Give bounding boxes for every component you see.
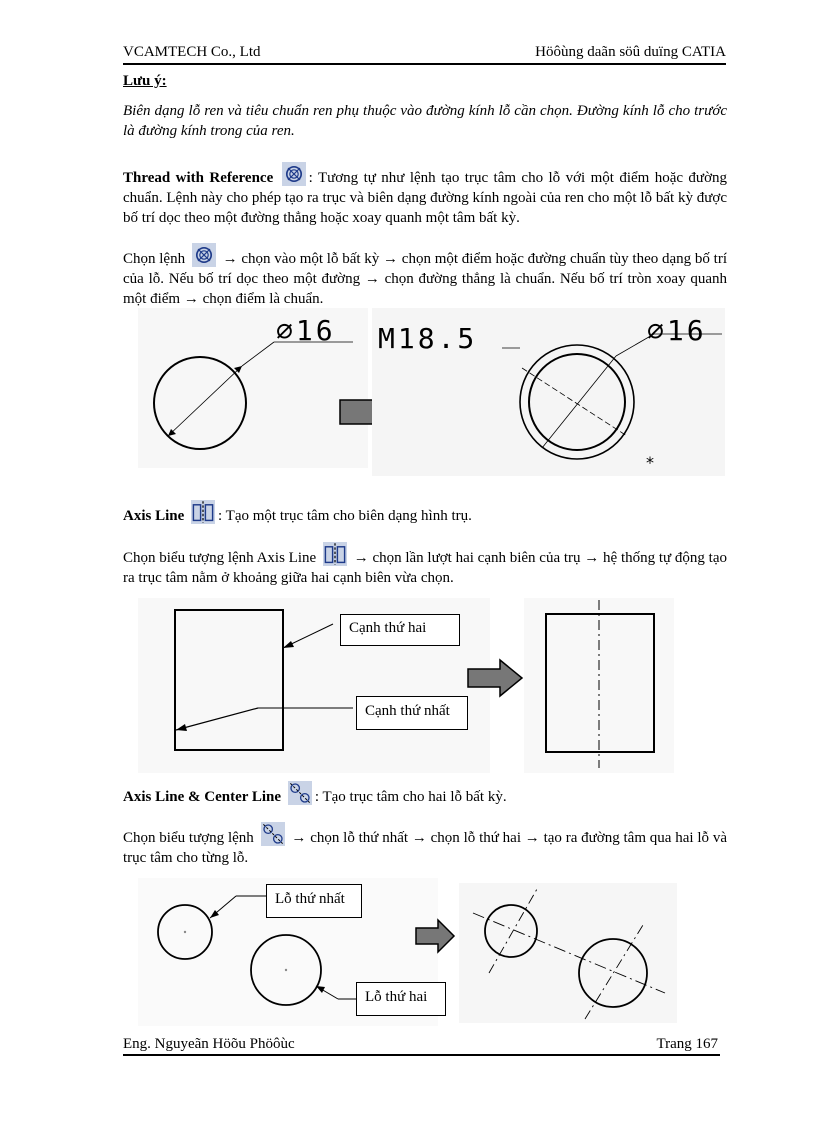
- axis-line-icon: [322, 542, 348, 566]
- center-desc: : Tạo trục tâm cho hai lỗ bất kỳ.: [314, 789, 507, 805]
- footer-rule: [123, 1054, 720, 1056]
- axis-line-icon: [190, 500, 216, 524]
- axis-figure-after-drawing: [524, 598, 674, 773]
- center-figure-after: [459, 883, 677, 1023]
- center-figure-after-drawing: [459, 883, 677, 1023]
- axis-paragraph: [123, 500, 727, 526]
- footer-author: Eng. Nguyeãn Höõu Phöôùc: [123, 1036, 295, 1052]
- callout-first-edge: Cạnh thứ nhất: [356, 696, 468, 730]
- right-arrow-icon: [414, 918, 456, 954]
- callout-second-edge: Cạnh thứ hai: [340, 614, 460, 646]
- thread-icon: [191, 243, 217, 267]
- thread-name: Thread with Reference: [123, 170, 274, 186]
- note-title: Lưu ý:: [123, 73, 167, 89]
- center-line-icon: [287, 781, 313, 805]
- axis-desc: : Tạo một trục tâm cho biên dạng hình trụ.: [218, 508, 472, 524]
- axis-steps-prefix: Chọn biểu tượng lệnh Axis Line: [123, 550, 317, 566]
- thread-steps: [123, 243, 727, 309]
- thread-desc: : Tương tự như lệnh tạo trục tâm cho lỗ với một điểm hoặc đường chuẩn. Lệnh này cho phép tạo ra trục và biên dạng đường kính ngoài của ren cho một lỗ bất kỳ được bố trí dọc theo một đường thẳng hoặc xoay quanh một tâm bất kỳ.: [123, 170, 727, 226]
- header-company: VCAMTECH Co., Ltd: [123, 44, 261, 60]
- header-rule: [123, 63, 726, 65]
- thread-dia-label-2: ⌀16: [647, 314, 707, 347]
- center-steps-prefix: Chọn biểu tượng lệnh: [123, 830, 254, 846]
- thread-steps-prefix: Chọn lệnh: [123, 251, 186, 267]
- center-line-icon: [260, 822, 286, 846]
- footer-page: Trang 167: [656, 1036, 718, 1052]
- thread-icon: [281, 162, 307, 186]
- center-steps: [123, 822, 727, 868]
- header-title: Höôùng daãn söû duïng CATIA: [535, 44, 726, 60]
- center-paragraph: [123, 781, 727, 807]
- axis-steps-text: → chọn lần lượt hai cạnh biên của trụ → hệ thống tự động tạo ra trục tâm nằm ở khoảng giữa hai cạnh biên vừa chọn.: [123, 550, 728, 586]
- right-arrow-icon: [466, 658, 524, 698]
- point-marker: *: [646, 453, 654, 472]
- center-figure-before: [138, 878, 438, 1026]
- axis-figure-before: [138, 598, 490, 773]
- thread-paragraph: [123, 162, 727, 228]
- thread-figure-before: [138, 308, 368, 468]
- callout-first-hole: Lỗ thứ nhất: [266, 884, 362, 918]
- center-name: Axis Line & Center Line: [123, 789, 282, 805]
- callout-second-hole: Lỗ thứ hai: [356, 982, 446, 1016]
- thread-steps-text: → chọn vào một lỗ bất kỳ → chọn một điểm hoặc đường chuẩn tùy theo dạng bố trí của lỗ. Nếu bố trí dọc theo một đường → chọn đường thẳng là chuẩn. Nếu bố trí tròn xoay quanh một điểm → chọn điểm là chuẩn.: [123, 251, 728, 307]
- axis-figure-after: [524, 598, 674, 773]
- thread-figure-after: [372, 308, 725, 476]
- note-text: Biên dạng lỗ ren và tiêu chuẩn ren phụ thuộc vào đường kính lỗ cần chọn. Đường kính lỗ cho trước là đường kính trong của ren.: [123, 103, 727, 139]
- axis-name: Axis Line: [123, 508, 185, 524]
- center-steps-text: → chọn lỗ thứ nhất → chọn lỗ thứ hai → tạo ra đường tâm qua hai lỗ và trục tâm cho từng lỗ.: [123, 830, 728, 866]
- thread-label: M18.5: [378, 322, 478, 355]
- thread-dia-label-1: ⌀16: [276, 314, 336, 347]
- axis-steps: [123, 542, 727, 588]
